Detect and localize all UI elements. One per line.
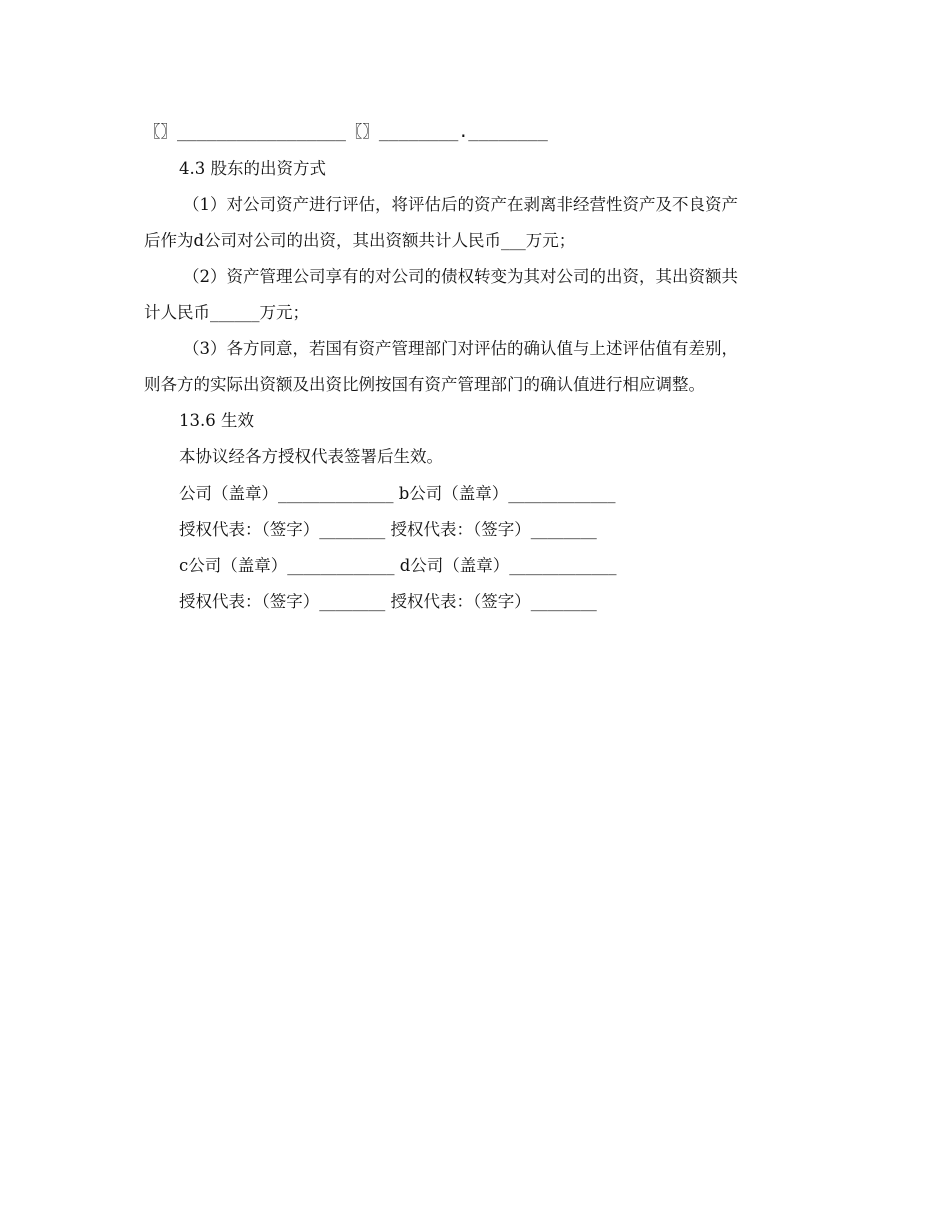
signature-row-representatives-1: 授权代表：（签字）________ 授权代表：（签字）________ xyxy=(179,520,597,539)
paragraph-2-line-2: 计人民币______万元； xyxy=(144,303,309,322)
paragraph-3-line-1: （3）各方同意，若国有资产管理部门对评估的确认值与上述评估值有差别， xyxy=(183,339,738,358)
paragraph-2-line-1: （2）资产管理公司享有的对公司的债权转变为其对公司的出资，其出资额共 xyxy=(183,267,738,286)
section-4-3-heading: 4.3 股东的出资方式 xyxy=(179,159,326,178)
header-blank-line: 〖〗_________________〖〗________.________ xyxy=(144,122,548,141)
effect-clause: 本协议经各方授权代表签署后生效。 xyxy=(179,447,443,466)
signature-row-company-b: 公司（盖章）______________ b公司（盖章）_____________ xyxy=(179,484,616,503)
signature-row-company-c-d: c公司（盖章）_____________ d公司（盖章）_____________ xyxy=(179,556,617,575)
section-13-6-heading: 13.6 生效 xyxy=(179,411,254,430)
paragraph-1-line-2: 后作为d公司对公司的出资，其出资额共计人民币___万元； xyxy=(144,231,576,250)
paragraph-1-line-1: （1）对公司资产进行评估，将评估后的资产在剥离非经营性资产及不良资产 xyxy=(183,195,738,214)
paragraph-3-line-2: 则各方的实际出资额及出资比例按国有资产管理部门的确认值进行相应调整。 xyxy=(144,375,705,394)
signature-row-representatives-2: 授权代表：（签字）________ 授权代表：（签字）________ xyxy=(179,592,597,611)
